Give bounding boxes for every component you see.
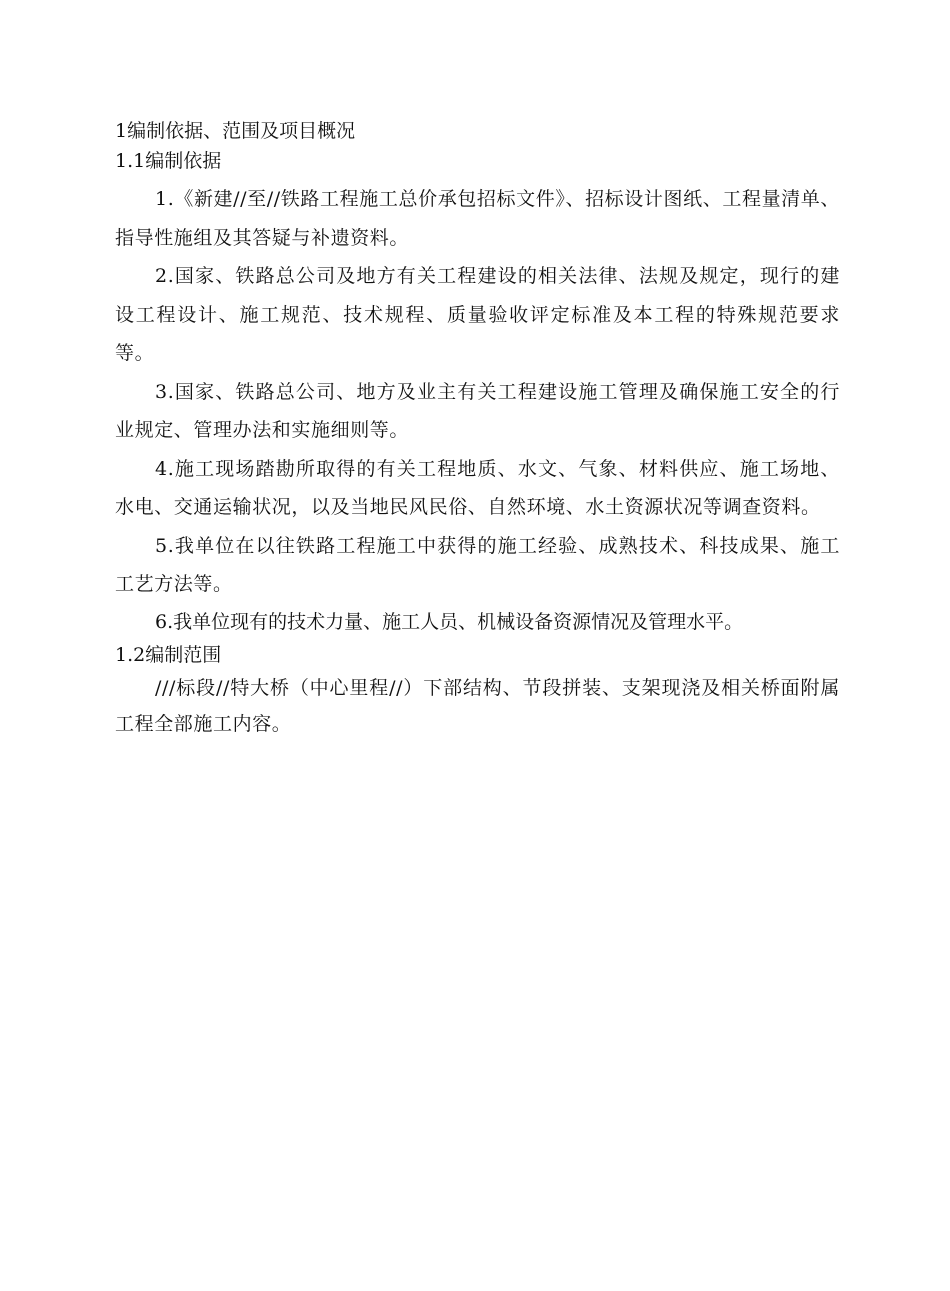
section-heading-1-1: 1.1编制依据 — [115, 150, 222, 172]
document-body — [115, 116, 840, 742]
basis-item-5: 5.我单位在以往铁路工程施工中获得的施工经验、成熟技术、科技成果、施工工艺方法等。 — [115, 534, 840, 595]
scope-paragraph: ///标段//特大桥（中心里程//）下部结构、节段拼装、支架现浇及相关桥面附属工程全部施工内容。 — [115, 676, 840, 735]
basis-item-1: 1.《新建//至//铁路工程施工总价承包招标文件》、招标设计图纸、工程量清单、指导性施组及其答疑与补遗资料。 — [115, 188, 840, 249]
basis-item-6: 6.我单位现有的技术力量、施工人员、机械设备资源情况及管理水平。 — [155, 610, 744, 633]
section-heading-1: 1编制依据、范围及项目概况 — [115, 120, 356, 142]
basis-item-3: 3.国家、铁路总公司、地方及业主有关工程建设施工管理及确保施工安全的行业规定、管理办法和实施细则等。 — [115, 380, 840, 441]
basis-item-4: 4.施工现场踏勘所取得的有关工程地质、水文、气象、材料供应、施工场地、水电、交通运输状况，以及当地民风民俗、自然环境、水土资源状况等调查资料。 — [115, 457, 840, 518]
basis-item-2: 2.国家、铁路总公司及地方有关工程建设的相关法律、法规及规定，现行的建设工程设计、施工规范、技术规程、质量验收评定标准及本工程的特殊规范要求等。 — [115, 265, 840, 364]
section-heading-1-2: 1.2编制范围 — [115, 643, 222, 666]
